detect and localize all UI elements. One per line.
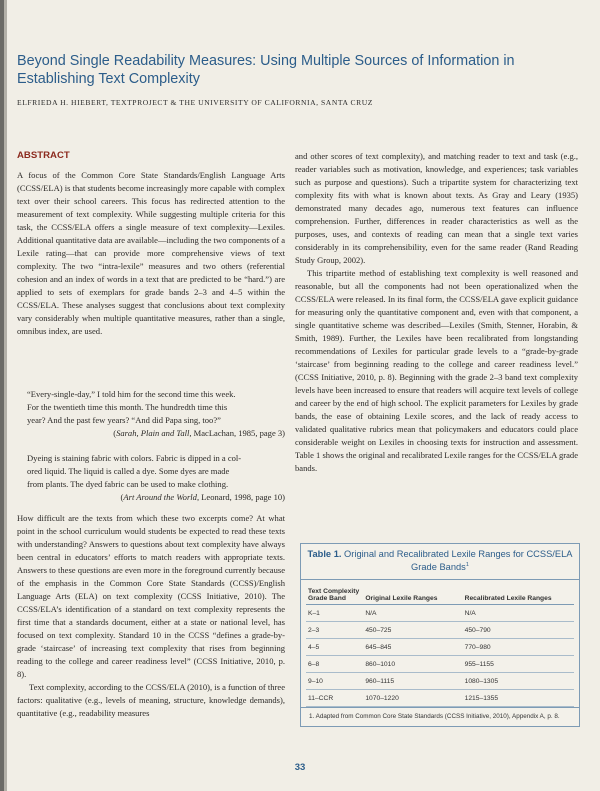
excerpt-quote-2: [27, 452, 285, 504]
cell-grade-band: K–1: [306, 605, 363, 622]
cell-recalibrated: N/A: [463, 605, 574, 622]
cell-original: 960–1115: [363, 673, 462, 690]
quote-line: Dyeing is staining fabric with colors. Fabric is dipped in a col-: [27, 453, 242, 463]
quote-citation: (Art Around the World, Leonard, 1998, page 10): [120, 492, 285, 502]
author-byline: ELFRIEDA H. HIEBERT, TEXTPROJECT & THE UNIVERSITY OF CALIFORNIA, SANTA CRUZ: [17, 98, 373, 107]
header-recalibrated-ranges: Recalibrated Lexile Ranges: [463, 584, 574, 605]
table-row: [306, 690, 574, 707]
scan-binding-shadow: [4, 0, 7, 791]
table-caption: [301, 544, 579, 580]
excerpt-quote-1: [27, 388, 285, 440]
abstract-text: A focus of the Common Core State Standards/English Language Arts (CCSS/ELA) is that students become increasingly more capable with complex text over their school careers. This focus has redirected attention to the measurement of text complexity. While suggesting multiple criteria for this task, the CCSS/ELA offers a single measure of text complexity—Lexiles. Additional quantitative data are available—including the two components of a Lexile rating—that can provide more comprehensive views of text complexity. The two “intra-lexile” measures and two others (referential cohesion and an index of words in a text that are predicted to be “hard.”) are applied to sets of exemplars for grade bands 2–3 and 4–5 within the CCSS/ELA. These analyses suggest that conclusions about text complexity vary considerably when multiple quantitative measures, rather than a single, omnibus index, are used.: [17, 170, 285, 336]
quote-line: year? And the past few years? “And did Papa sing, too?”: [27, 415, 221, 425]
article-title: Beyond Single Readability Measures: Using Multiple Sources of Information in Establishing Text Complexity: [17, 53, 515, 87]
lexile-table: [300, 543, 580, 727]
citation-detail: , MacLachan, 1985, page 3): [189, 428, 285, 438]
cell-original: N/A: [363, 605, 462, 622]
header-original-ranges: Original Lexile Ranges: [363, 584, 462, 605]
quote-line: ored liquid. The liquid is called a dye. Some dyes are made: [27, 466, 230, 476]
cell-grade-band: 11–CCR: [306, 690, 363, 707]
cell-recalibrated: 1080–1305: [463, 673, 574, 690]
body-paragraph: This tripartite method of establishing text complexity is well reasoned and reasonable, but all the components had not been operationalized when the CCSS/ELA were released. In its final form, the CCSS/ELA gave explicit guidance for measuring only the quantitative component and, even with that component, a single quantitative scheme was described—Lexiles (Smith, Stenner, Horabin, & Smith, 1989). Further, the Lexiles have been recalibrated from longstanding recommendations of Lexiles for particular grade levels to a “grade-by-grade ‘staircase’ from beginning reading to the college and career readiness level.” (CCSS Initiative, 2010, p. 8). Beginning with the grade 2–3 band text complexity levels have been increased to ensure that readers will acquire text levels of college and career by the end of high school. The explicit parameters for Lexiles by grade bands, the ease of obtaining Lexile scores, and the lack of ready access to validated qualitative rubrics mean that policymakers and educators could place considerable weight on Lexiles in choosing texts for instruction and assessment. Table 1 shows the original and recalibrated Lexile ranges for the CCSS/ELA grade bands.: [295, 268, 578, 473]
table-header-row: [306, 584, 574, 605]
cell-recalibrated: 1215–1355: [463, 690, 574, 707]
citation-detail: , Leonard, 1998, page 10): [196, 492, 285, 502]
table-row: [306, 656, 574, 673]
page-number: 33: [294, 762, 306, 773]
cell-original: 860–1010: [363, 656, 462, 673]
quote-citation: (Sarah, Plain and Tall, MacLachan, 1985, page 3): [113, 428, 285, 438]
cell-original: 1070–1220: [363, 690, 462, 707]
table-row: [306, 673, 574, 690]
abstract-heading: ABSTRACT: [17, 150, 70, 161]
table-footnote: 1. Adapted from Common Core State Standards (CCSS Initiative, 2010), Appendix A, p. 8.: [301, 707, 579, 726]
quote-line: “Every-single-day,” I told him for the second time this week.: [27, 389, 236, 399]
body-paragraph: and other scores of text complexity), and matching reader to text and task (e.g., reader variables such as motivation, knowledge, and experiences; task variables such as purpose and questions). Such a tripartite system for characterizing text complexity fits with what is known about texts. As Gray and Leary (1935) demonstrated many decades ago, numerous text features can influence comprehension. Further, differences in reader characteristics as well as the purposes, uses, and contexts of reading can mean that a single text varies considerably in its comprehensibility, even for the same reader (Rand Reading Study Group, 2002).: [295, 151, 578, 265]
cell-grade-band: 6–8: [306, 656, 363, 673]
cell-grade-band: 9–10: [306, 673, 363, 690]
citation-title: Sarah, Plain and Tall: [116, 428, 190, 438]
cell-original: 645–845: [363, 639, 462, 656]
table-row: [306, 605, 574, 622]
cell-grade-band: 4–5: [306, 639, 363, 656]
table-caption-footnote-mark: 1: [465, 561, 469, 568]
table-row: [306, 639, 574, 656]
cell-original: 450–725: [363, 622, 462, 639]
right-column: [295, 150, 578, 475]
table-caption-text: Original and Recalibrated Lexile Ranges for CCSS/ELA Grade Bands: [344, 549, 573, 572]
cell-recalibrated: 450–790: [463, 622, 574, 639]
cell-recalibrated: 770–980: [463, 639, 574, 656]
lexile-ranges-table: [306, 584, 574, 707]
quote-line: For the twentieth time this month. The hundredth time this: [27, 402, 228, 412]
table-row: [306, 622, 574, 639]
header-grade-band: Text Complexity Grade Band: [306, 584, 363, 605]
body-paragraph: Text complexity, according to the CCSS/ELA (2010), is a function of three factors: qualitative (e.g., levels of meaning, structure, knowledge demands), quantitative (e.g., readability measures: [17, 682, 285, 718]
citation-title: Art Around the World: [123, 492, 197, 502]
quote-line: from plants. The dyed fabric can be used to make clothing.: [27, 479, 229, 489]
table-label: Table 1.: [307, 549, 342, 559]
body-paragraph: How difficult are the texts from which these two excerpts come? At what point in the school curriculum would students be expected to read these texts with understanding? Answers to questions about text complexity have always been central in educators’ efforts to match readers with appropriate texts. Answers to these questions are even more in the foreground currently because of the emphasis in the Common Core State Standards (CCSS)/English Language Arts (ELA) on text complexity (CCSS Initiative, 2010). The CCSS/ELA’s identification of a standard on text complexity represents the first time that a standards document, either at a state or national level, has focused on text complexity. Standard 10 in the CCSS “defines a grade-by-grade ‘staircase’ of increasing text complexity that rises from beginning reading to the college and career readiness level” (CCSS Initiative, 2010, p. 8).: [17, 513, 285, 679]
left-column: [17, 150, 285, 720]
cell-recalibrated: 955–1155: [463, 656, 574, 673]
cell-grade-band: 2–3: [306, 622, 363, 639]
